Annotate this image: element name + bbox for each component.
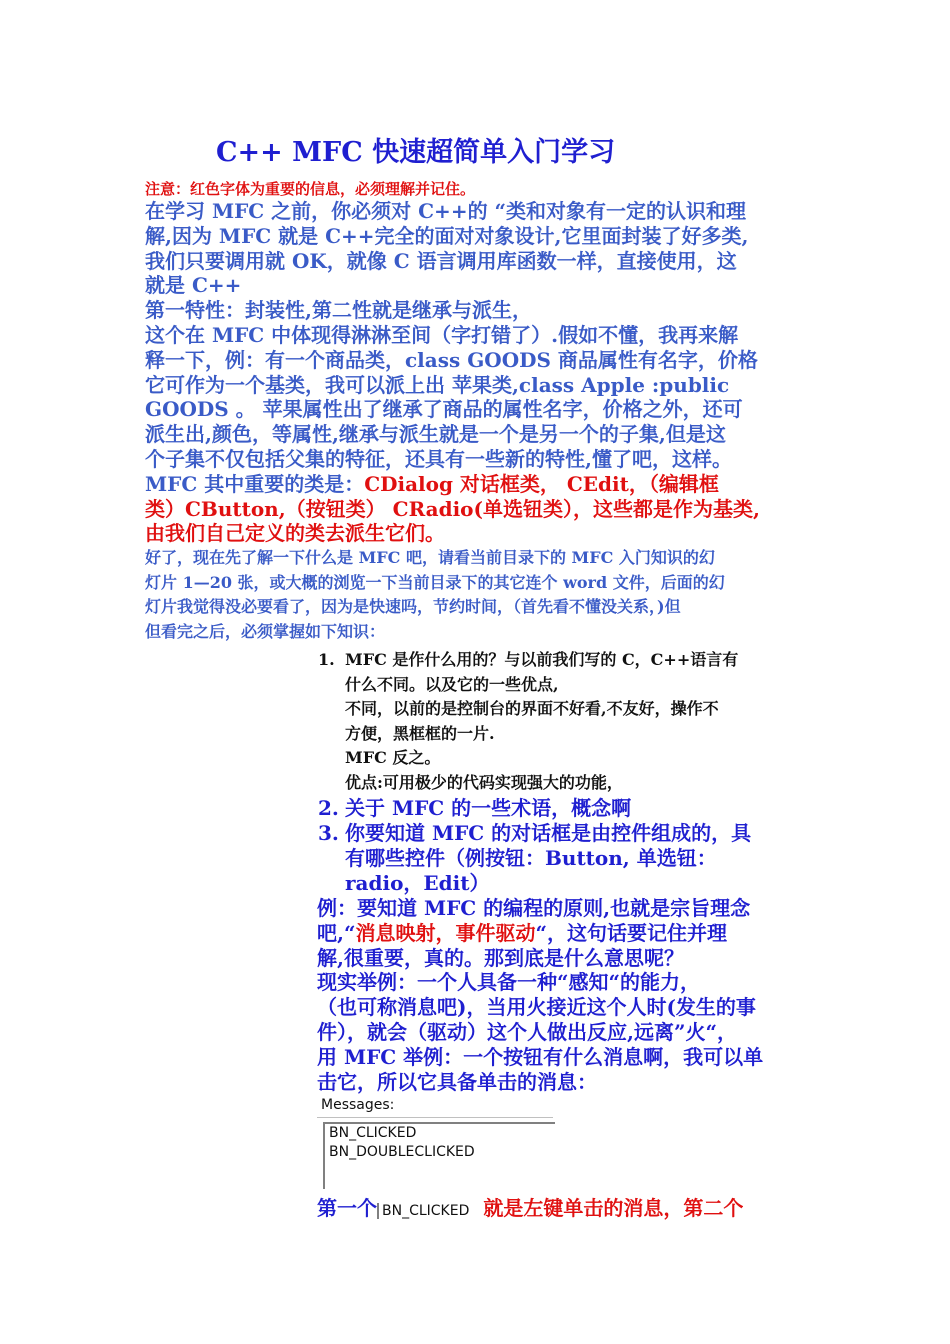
example-line: 件），就会（驱动）这个人做出反应,远离”火“， bbox=[317, 1019, 737, 1044]
list-number: 1. bbox=[318, 650, 335, 669]
list-line: 你要知道 MFC 的对话框是由控件组成的，具 bbox=[345, 821, 752, 845]
list-line: 不同，以前的是控制台的界面不好看,不友好，操作不 bbox=[345, 699, 719, 718]
list-item-2 bbox=[318, 796, 631, 821]
example-line: 现实举例：一个人具备一种“感知“的能力， bbox=[317, 970, 701, 995]
example-line: 例：要知道 MFC 的编程的原则,也就是宗旨理念 bbox=[317, 896, 751, 920]
example-line: 用 MFC 举例：一个按钮有什么消息啊，我可以单 bbox=[317, 1044, 764, 1069]
small-line: 但看完之后，必须掌握如下知识： bbox=[145, 621, 386, 641]
intro-line bbox=[145, 472, 810, 497]
intro-line: 在学习 MFC 之前，你必须对 C++的 “类和对象有一定的认识和理 bbox=[145, 199, 747, 223]
example-line bbox=[317, 921, 763, 946]
example-red-text: 消息映射，事件驱动 bbox=[355, 920, 536, 945]
intro-line: 由我们自己定义的类去派生它们。 bbox=[145, 521, 445, 546]
list-line: 方便，黑框框的一片. bbox=[345, 723, 495, 743]
divider bbox=[317, 1117, 553, 1118]
example-paragraph bbox=[317, 896, 763, 1094]
list-line: 什么不同。以及它的一些优点, bbox=[345, 674, 559, 694]
message-item[interactable]: BN_CLICKED bbox=[329, 1125, 417, 1141]
list-item-3 bbox=[318, 821, 751, 895]
messages-list[interactable] bbox=[323, 1122, 555, 1189]
list-line: MFC 是作什么用的？与以前我们写的 C，C++语言有 bbox=[345, 650, 739, 669]
bn-clicked-chip: BN_CLICKED bbox=[377, 1203, 477, 1219]
intro-text: MFC 其中重要的类是： bbox=[145, 471, 365, 496]
example-line: 击它，所以它具备单击的消息： bbox=[317, 1069, 597, 1094]
intro-line: 类）CButton,（按钮类） CRadio(单选钮类），这些都是作为基类, bbox=[145, 496, 760, 521]
last-line-text: 第一个 bbox=[317, 1196, 377, 1220]
small-line: 灯片我觉得没必要看了，因为是快速吗，节约时间，（首先看不懂没关系，)但 bbox=[145, 597, 681, 616]
example-line: （也可称消息吧)，当用火接近这个人时(发生的事 bbox=[317, 995, 756, 1020]
intro-paragraph bbox=[145, 199, 810, 546]
intro-red-text: CDialog 对话框类， CEdit，（编辑框 bbox=[364, 471, 719, 496]
messages-screenshot bbox=[317, 1095, 553, 1187]
list-item-1 bbox=[318, 648, 738, 795]
intro-line: 个子集不仅包括父集的特征，还具有一些新的特性,懂了吧，这样。 bbox=[145, 446, 732, 471]
list-line: 有哪些控件（例按钮：Button, 单选钮： bbox=[345, 845, 717, 870]
intro-line: 就是 C++ bbox=[145, 273, 242, 298]
example-text: “，这句话要记住并理 bbox=[535, 920, 727, 945]
example-text: 吧,“ bbox=[317, 920, 356, 945]
intro-line: 解,因为 MFC 就是 C++完全的面对对象设计,它里面封装了好多类, bbox=[145, 223, 749, 248]
small-line: 好了，现在先了解一下什么是 MFC 吧，请看当前目录下的 MFC 入门知识的幻 bbox=[145, 548, 715, 567]
intro-line: 释一下，例：有一个商品类，class GOODS 商品属性有名字，价格 bbox=[145, 347, 758, 372]
page-title: C++ MFC 快速超简单入门学习 bbox=[216, 137, 616, 168]
intro-line: 这个在 MFC 中体现得淋淋至间（字打错了）.假如不懂，我再来解 bbox=[145, 322, 739, 347]
message-item[interactable]: BN_DOUBLECLICKED bbox=[329, 1144, 475, 1160]
list-number: 3. bbox=[318, 821, 339, 845]
intro-line: 第一特性：封装性,第二性就是继承与派生， bbox=[145, 298, 532, 323]
list-line: 关于 MFC 的一些术语，概念啊 bbox=[345, 796, 632, 820]
small-line: 灯片 1—20 张，或大概的浏览一下当前目录下的其它连个 word 文件，后面的幻 bbox=[145, 572, 725, 592]
messages-header: Messages: bbox=[321, 1097, 395, 1113]
list-line: 优点:可用极少的代码实现强大的功能， bbox=[345, 772, 623, 792]
list-number: 2. bbox=[318, 796, 339, 820]
intro-line: 派生出,颜色，等属性,继承与派生就是一个是另一个的子集,但是这 bbox=[145, 422, 726, 447]
intro-line: 它可作为一个基类，我可以派上出 苹果类,class Apple :public bbox=[145, 372, 730, 397]
last-line-red-text: 就是左键单击的消息，第二个 bbox=[483, 1196, 744, 1220]
intro-line: GOODS 。 苹果属性出了继承了商品的属性名字，价格之外，还可 bbox=[145, 397, 743, 422]
example-line: 解,很重要，真的。那到底是什么意思呢？ bbox=[317, 945, 684, 970]
important-note: 注意：红色字体为重要的信息，必须理解并记住。 bbox=[145, 180, 476, 198]
small-paragraph bbox=[145, 546, 725, 644]
intro-line: 我们只要调用就 OK，就像 C 语言调用库函数一样，直接使用，这 bbox=[145, 248, 737, 273]
list-line: radio，Edit） bbox=[345, 870, 490, 895]
list-line: MFC 反之。 bbox=[345, 748, 441, 767]
last-line bbox=[317, 1196, 743, 1224]
